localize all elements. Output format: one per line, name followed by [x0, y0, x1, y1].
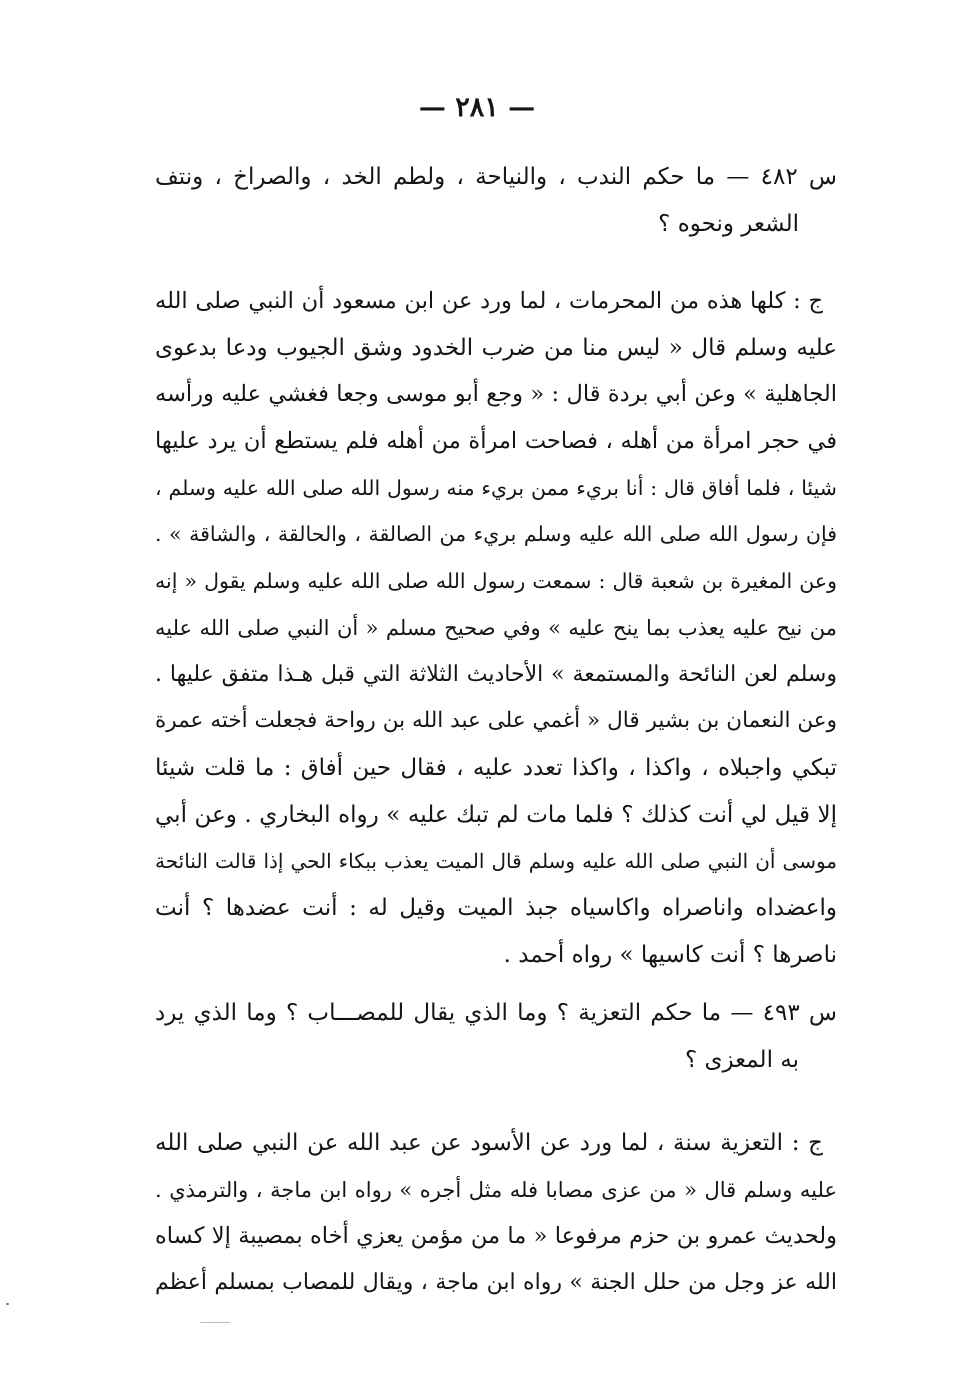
text-line: س ٤٨٢ — ما حكم الندب ، والنياحة ، ولطم الخد ، والصراخ ، ونتف [155, 164, 837, 190]
text-line: واعضداه واناصراه واكاسياه جبذ الميت وقيل له : أنت عضدها ؟ أنت [155, 894, 837, 921]
text-line: فإن رسول الله صلى الله عليه وسلم بريء من الصالقة ، والحالقة ، والشاقة » . [155, 522, 837, 547]
text-line: تبكي واجبلاه ، واكذا ، واكذا تعدد عليه ، فقال حين أفاق : ما قلت شيئا [155, 754, 837, 781]
text-line: ج : كلها هذه من المحرمات ، لما ورد عن ابن مسعود أن النبي صلى الله [155, 288, 823, 314]
question-482 [155, 154, 837, 247]
text-line: ناصرها ؟ أنت كاسيها » رواه أحمد . [503, 941, 837, 968]
text-line: الشعر ونحوه ؟ [658, 210, 799, 237]
answer-482 [155, 278, 837, 978]
text-line: الله عز وجل من حلل الجنة » رواه ابن ماجة ، ويقال للمصاب بمسلم أعظم [155, 1270, 837, 1296]
page-number: — ٢٨١ — [418, 92, 536, 123]
text-line: في حجر امرأة من أهله ، فصاحت امرأة من أهله فلم يستطع أن يرد عليها [155, 428, 837, 455]
text-line: الجاهلية » وعن أبي بردة قال : « وجع أبو موسى وجعا فغشي عليه ورأسه [155, 381, 837, 408]
answer-493 [155, 1120, 837, 1307]
text-line: عليه وسلم قال « من عزى مصابا فله مثل أجره » رواه ابن ماجة ، والترمذي . [155, 1177, 837, 1202]
scan-speck [200, 1322, 230, 1323]
text-line: به المعزى ؟ [684, 1046, 799, 1073]
text-line: ولحديث عمرو بن حزم مرفوعا « ما من مؤمن يعزي أخاه بمصيبة إلا كساه [155, 1223, 837, 1250]
text-line: إلا قيل لي أنت كذلك ؟ فلما مات لم تبك عليه » رواه البخاري . وعن أبي [155, 801, 837, 828]
scan-speck [6, 1303, 9, 1305]
text-line: من نيح عليه يعذب بما ينح عليه » وفي صحيح مسلم « أن النبي صلى الله عليه [155, 615, 837, 640]
question-493 [155, 990, 837, 1083]
text-line: موسى أن النبي صلى الله عليه وسلم قال الميت يعذب ببكاء الحي إذا قالت النائحة [155, 849, 837, 874]
text-line: وعن النعمان بن بشير قال « أغمي على عبد الله بن رواحة فجعلت أخته عمرة [155, 708, 837, 734]
text-line: شيئا ، فلما أفاق قال : أنا بريء ممن بريء منه رسول الله صلى الله عليه وسلم ، [155, 475, 837, 500]
text-line: عليه وسلم قال « ليس منا من ضرب الخدود وشق الجيوب ودعا بدعوى [155, 334, 837, 361]
text-line: س ٤٩٣ — ما حكم التعزية ؟ وما الذي يقال للمصـــاب ؟ وما الذي يرد [155, 1000, 837, 1026]
text-line: وسلم لعن النائحة والمستمعة » الأحاديث الثلاثة التي قبل هـذا متفق عليها . [155, 661, 837, 687]
text-line: ج : التعزية سنة ، لما ورد عن الأسود عن عبد الله عن النبي صلى الله [155, 1130, 823, 1156]
text-line: وعن المغيرة بن شعبة قال : سمعت رسول الله صلى الله عليه وسلم يقول « إنه [155, 569, 837, 594]
